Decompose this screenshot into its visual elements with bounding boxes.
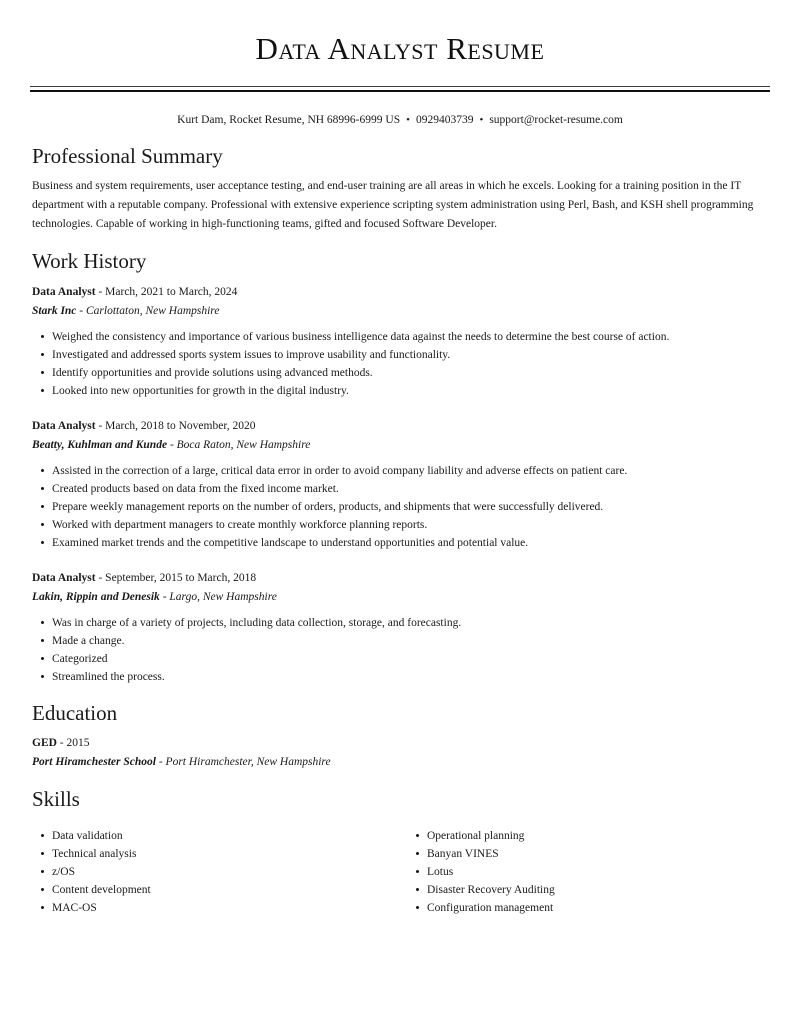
list-item: Categorized (30, 650, 770, 668)
list-item: Lotus (405, 863, 780, 881)
page-title: Data Analyst Resume (255, 31, 545, 66)
job-dash: - (169, 438, 174, 451)
contact-phone[interactable]: 0929403739 (415, 113, 474, 126)
work-history-entry (30, 417, 770, 552)
list-item: Disaster Recovery Auditing (405, 881, 780, 899)
skills-list-right (405, 827, 780, 917)
section-professional-summary (30, 143, 770, 234)
list-item: Weighed the consistency and importance of various business intelligence data against the needs to determine the best course of action. (30, 328, 770, 346)
education-degree: GED (32, 736, 57, 749)
header-divider (30, 86, 770, 92)
job-title-line (32, 569, 770, 588)
list-item: z/OS (30, 863, 405, 881)
job-company-line (32, 588, 770, 607)
contact-info (30, 112, 770, 129)
list-item: Worked with department managers to create monthly workforce planning reports. (30, 516, 770, 534)
job-company-line (32, 302, 770, 321)
skills-list-left (30, 827, 405, 917)
work-history-entry (30, 283, 770, 400)
section-work-history (30, 248, 770, 685)
skills-columns (30, 820, 770, 917)
list-item: Assisted in the correction of a large, critical data error in order to avoid company liability and adverse effects on patient care. (30, 462, 770, 480)
skills-column-left (30, 820, 405, 917)
job-company-line (32, 436, 770, 455)
education-entry (30, 734, 770, 772)
job-company: Lakin, Rippin and Denesik (32, 590, 160, 603)
list-item: Streamlined the process. (30, 668, 770, 686)
job-title: Data Analyst (32, 571, 96, 584)
list-item: Configuration management (405, 899, 780, 917)
section-skills (30, 786, 770, 917)
education-degree-line (32, 734, 770, 753)
list-item: Data validation (30, 827, 405, 845)
education-school: Port Hiramchester School (32, 755, 156, 768)
divider-line-thick (30, 90, 770, 92)
job-bullet-list (30, 614, 770, 686)
contact-separator-1: • (406, 113, 410, 126)
list-item: Operational planning (405, 827, 780, 845)
education-location: Port Hiramchester, New Hampshire (165, 755, 331, 768)
job-title-line (32, 283, 770, 302)
contact-name-address: Kurt Dam, Rocket Resume, NH 68996-6999 US (177, 113, 401, 126)
job-dash: - (79, 304, 84, 317)
job-title-line (32, 417, 770, 436)
section-education (30, 700, 770, 772)
job-location: Carlottaton, New Hampshire (86, 304, 220, 317)
section-heading-summary: Professional Summary (32, 144, 223, 168)
contact-separator-2: • (479, 113, 484, 126)
skills-column-right (405, 820, 780, 917)
list-item: Identify opportunities and provide solutions using advanced methods. (30, 364, 770, 382)
list-item: Was in charge of a variety of projects, including data collection, storage, and forecasting. (30, 614, 770, 632)
job-bullet-list (30, 462, 770, 552)
job-company: Beatty, Kuhlman and Kunde (32, 438, 168, 451)
job-title: Data Analyst (32, 285, 96, 298)
education-dash: - (158, 755, 163, 768)
list-item: Examined market trends and the competitive landscape to understand opportunities and potential value. (30, 534, 770, 552)
section-heading-work-history: Work History (32, 249, 147, 274)
job-title: Data Analyst (32, 419, 96, 432)
job-dates: September, 2015 to March, 2018 (105, 571, 257, 584)
job-dash: - (98, 285, 103, 298)
list-item: MAC-OS (30, 899, 405, 917)
job-dates: March, 2018 to November, 2020 (105, 419, 256, 432)
job-dash: - (98, 419, 103, 432)
job-dash: - (98, 571, 103, 584)
contact-email[interactable]: support@rocket-resume.com (489, 113, 623, 126)
section-heading-education: Education (32, 700, 118, 725)
job-location: Boca Raton, New Hampshire (176, 438, 311, 451)
education-school-line (32, 753, 770, 772)
job-bullet-list (30, 328, 770, 400)
list-item: Looked into new opportunities for growth in the digital industry. (30, 382, 770, 400)
section-heading-skills: Skills (32, 786, 80, 811)
list-item: Prepare weekly management reports on the number of orders, products, and shipments that were successfully delivered. (30, 498, 770, 516)
list-item: Technical analysis (30, 845, 405, 863)
work-history-entry (30, 569, 770, 686)
list-item: Made a change. (30, 632, 770, 650)
job-dash: - (162, 590, 167, 603)
job-company: Stark Inc (32, 304, 77, 317)
list-item: Created products based on data from the fixed income market. (30, 480, 770, 498)
list-item: Content development (30, 881, 405, 899)
education-dash: - (59, 736, 64, 749)
list-item: Banyan VINES (405, 845, 780, 863)
list-item: Investigated and addressed sports system issues to improve usability and functionality. (30, 346, 770, 364)
summary-paragraph: Business and system requirements, user acceptance testing, and end-user training are all areas in which he excels. Looking for a training position in the IT department with a reputable company. Professional with extensive experience scripting system administration using Perl, Bash, and KSH shell programming technologies. Capable of working in high-functioning teams, gifted and focused Software Developer. (32, 180, 754, 231)
education-year: 2015 (66, 736, 90, 749)
job-dates: March, 2021 to March, 2024 (105, 285, 238, 298)
job-location: Largo, New Hampshire (169, 590, 277, 603)
